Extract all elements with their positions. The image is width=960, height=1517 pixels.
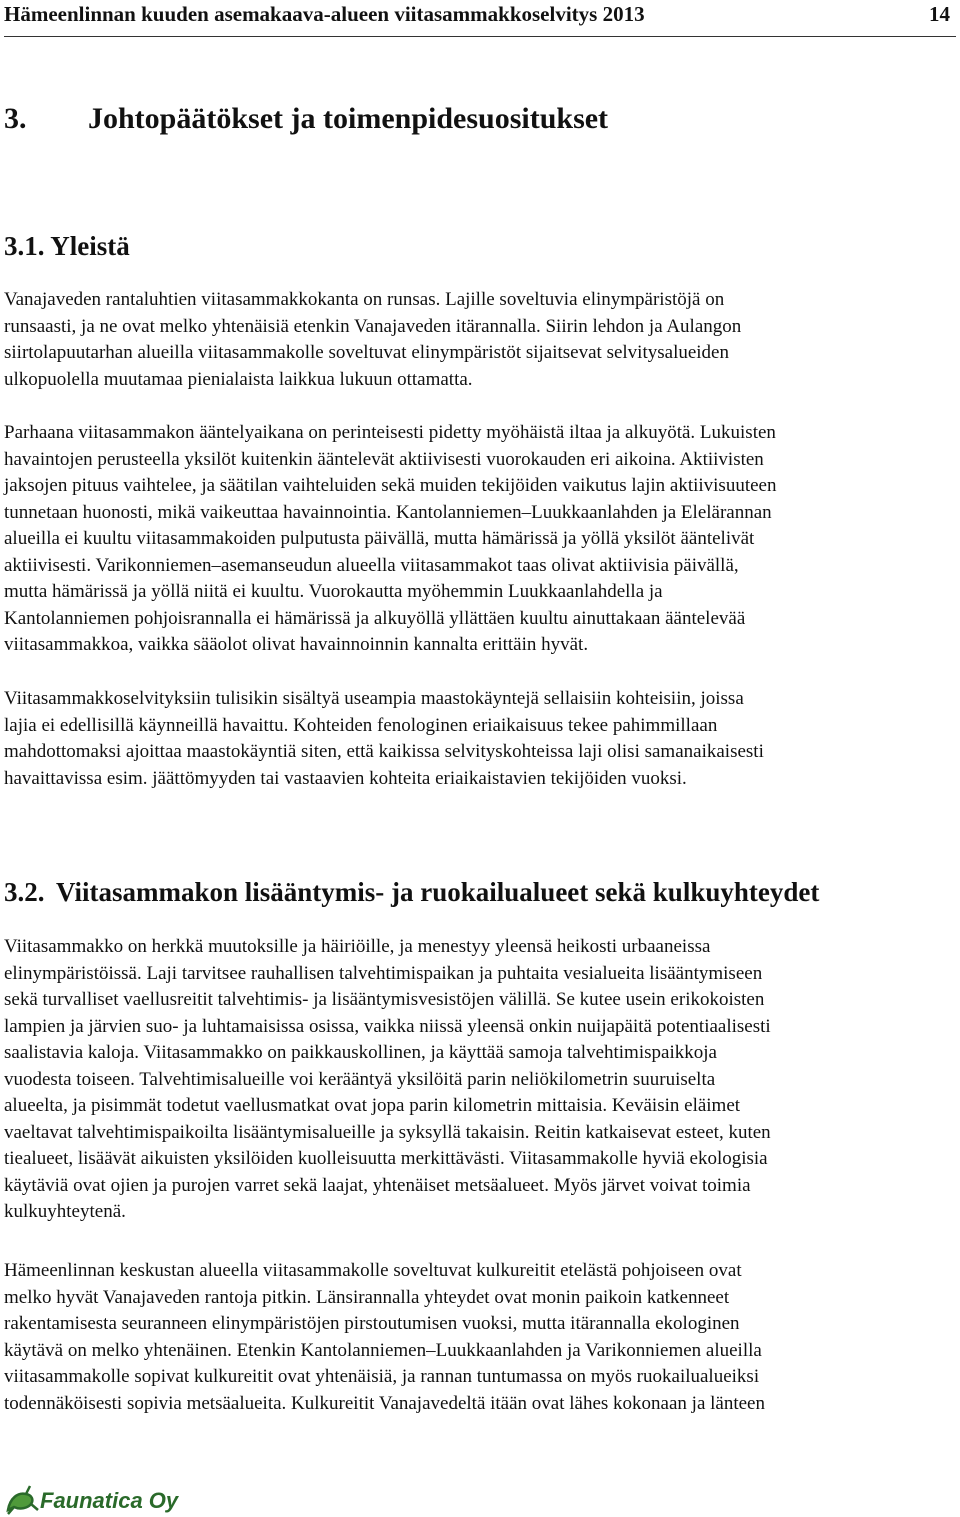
page-number: 14 [929, 2, 950, 26]
text-line: runsaasti, ja ne ovat melko yhtenäisiä etenkin Vanajaveden itärannalla. Siirin lehdon ja Aulangon [4, 315, 742, 337]
text-line: lampien ja järvien suo- ja luhtamaisissa osissa, vaikka niissä yleensä onkin nuijapäitä potentiaalisesti [4, 1015, 771, 1037]
text-line: jaksojen pituus vaihtelee, ja säätilan vaihteluiden sekä muiden tekijöiden vaikutus lajin aktiivisuuteen [4, 475, 777, 496]
paragraph [4, 287, 959, 393]
text-line: käytävä on melko yhtenäinen. Etenkin Kantolanniemen–Luukkaanlahden ja Varikonniemen alueilla [4, 1339, 762, 1361]
text-line: saalistavia kaloja. Viitasammakko on paikkauskollinen, ja käyttää samoja talvehtimispaikkoja [4, 1042, 717, 1063]
text-line: havaittavissa esim. jäättömyyden tai vastaavien kohteita eriaikaistavien tekijöiden vuoksi. [4, 767, 687, 789]
text-line: tunnetaan huonosti, mikä vaikeuttaa havainnointia. Kantolanniemen–Luukkaanlahden ja Elelärannan [4, 501, 772, 523]
text-line: viitasammakkoa, vaikka sääolot olivat havainnoinnin kannalta erittäin hyvät. [4, 634, 589, 655]
text-line: aktiivisesti. Varikonniemen–asemanseudun alueella viitasammakot taas olivat aktiivisia päivällä, [4, 554, 739, 576]
text-line: Viitasammakkoselvityksiin tulisikin sisältyä useampia maastokäyntejä sellaisiin kohteisiin, joissa [4, 688, 744, 709]
text-line: elinympäristöissä. Laji tarvitsee rauhallisen talvehtimispaikan ja puhtaita vesialueita lisääntymiseen [4, 962, 763, 984]
paragraph [4, 1258, 959, 1417]
text-line: Kantolanniemen pohjoisrannalla ei hämärissä ja alkuyöllä yllättäen kuultu ainuttakaan ääntelevää [4, 607, 746, 629]
chapter-number: 3. [4, 102, 27, 135]
paragraph [4, 686, 959, 792]
text-line: tiealueet, lisäävät aikuisten yksilöiden kuolleisuutta merkittävästi. Viitasammakolle hyviä ekologisia [4, 1148, 768, 1169]
text-line: Viitasammakko on herkkä muutoksille ja häiriöille, ja menestyy yleensä heikosti urbaaneissa [4, 936, 711, 957]
frog-icon [8, 1486, 38, 1514]
text-line: sekä turvalliset vaellusreitit talvehtimis- ja lisääntymisvesistöjen välillä. Se kutee usein erikokoisten [4, 989, 765, 1010]
text-line: siirtolapuutarhan alueilla viitasammakolle soveltuvat elinympäristöt sijaitsevat selvitysalueiden [4, 342, 729, 363]
section-number: 3.2. [4, 877, 45, 907]
faunatica-logo [4, 1480, 204, 1516]
text-line: melko hyvät Vanajaveden rantoja pitkin. Länsirannalla yhteydet ovat monin paikoin katkenneet [4, 1286, 730, 1308]
text-line: ulkopuolella muutamaa pienialaista laikkua lukuun ottamatta. [4, 368, 473, 390]
paragraph [4, 420, 959, 659]
text-line: mahdottomaksi ajoittaa maastokäyntiä siten, että kaikissa selvityskohteissa laji olisi samanaikaisesti [4, 741, 764, 762]
text-line: käytäviä ovat ojien ja purojen varret sekä laajat, yhtenäiset metsäalueet. Myös järvet voivat toimia [4, 1174, 751, 1196]
text-line: lajia ei edellisillä käynneillä havaittu. Kohteiden fenologinen eriaikaisuus tekee pahimmillaan [4, 714, 718, 736]
text-line: Parhaana viitasammakon ääntelyaikana on perinteisesti pidetty myöhäistä iltaa ja alkuyötä. Lukuisten [4, 422, 776, 443]
text-line: viitasammakolle sopivat kulkureitit ovat yhtenäisiä, ja rannan tuntumassa on myös ruokailualueiksi [4, 1366, 760, 1387]
text-line: vaeltavat talvehtimispaikoilta lisääntymisalueille ja syksyllä takaisin. Reitin katkaisevat esteet, kuten [4, 1121, 771, 1143]
text-line: havaintojen perusteella yksilöt kuitenkin ääntelevät aktiivisesti vuorokauden eri aikoina. Aktiivisten [4, 448, 764, 470]
section-title: Viitasammakon lisääntymis- ja ruokailualueet sekä kulkuyhteydet [56, 877, 820, 907]
text-line: alueelta, ja pisimmät todetut vaellusmatkat ovat jopa parin kilometrin mittaisia. Keväisin eläimet [4, 1095, 741, 1116]
page-header [4, 0, 956, 37]
text-line: todennäköisesti sopivia metsäalueita. Kulkureitit Vanajavedeltä itään ovat lähes kokonaan ja länteen [4, 1392, 765, 1414]
text-line: mutta hämärissä ja yöllä niitä ei kuultu. Vuorokautta myöhemmin Luukkaanlahdella ja [4, 581, 663, 602]
text-line: Vanajaveden rantaluhtien viitasammakkokanta on runsas. Lajille soveltuvia elinympäristöjä on [4, 289, 725, 310]
logo-text: Faunatica Oy [40, 1488, 179, 1513]
text-line: Hämeenlinnan keskustan alueella viitasammakolle soveltuvat kulkureitit etelästä pohjoiseen ovat [4, 1260, 742, 1281]
section-heading-3-1: 3.1. Yleistä [4, 231, 130, 261]
text-line: rakentamisesta seuranneen elinympäristöjen pirstoutumisen vuoksi, mutta itärannalla ekologinen [4, 1313, 740, 1334]
text-line: alueilla ei kuultu viitasammakoiden pulputusta päivällä, mutta hämärissä ja yöllä yksilöt ääntelivät [4, 528, 755, 549]
text-line: vuodesta toiseen. Talvehtimisalueille voi kerääntyä yksilöitä parin neliökilometrin suuruiselta [4, 1068, 716, 1090]
text-line: kulkuyhteytenä. [4, 1201, 126, 1222]
section-heading-3-2 [4, 877, 819, 908]
chapter-title: Johtopäätökset ja toimenpidesuositukset [88, 102, 609, 135]
chapter-heading [4, 102, 608, 136]
document-title: Hämeenlinnan kuuden asemakaava-alueen viitasammakkoselvitys 2013 [4, 2, 645, 26]
paragraph [4, 934, 959, 1226]
